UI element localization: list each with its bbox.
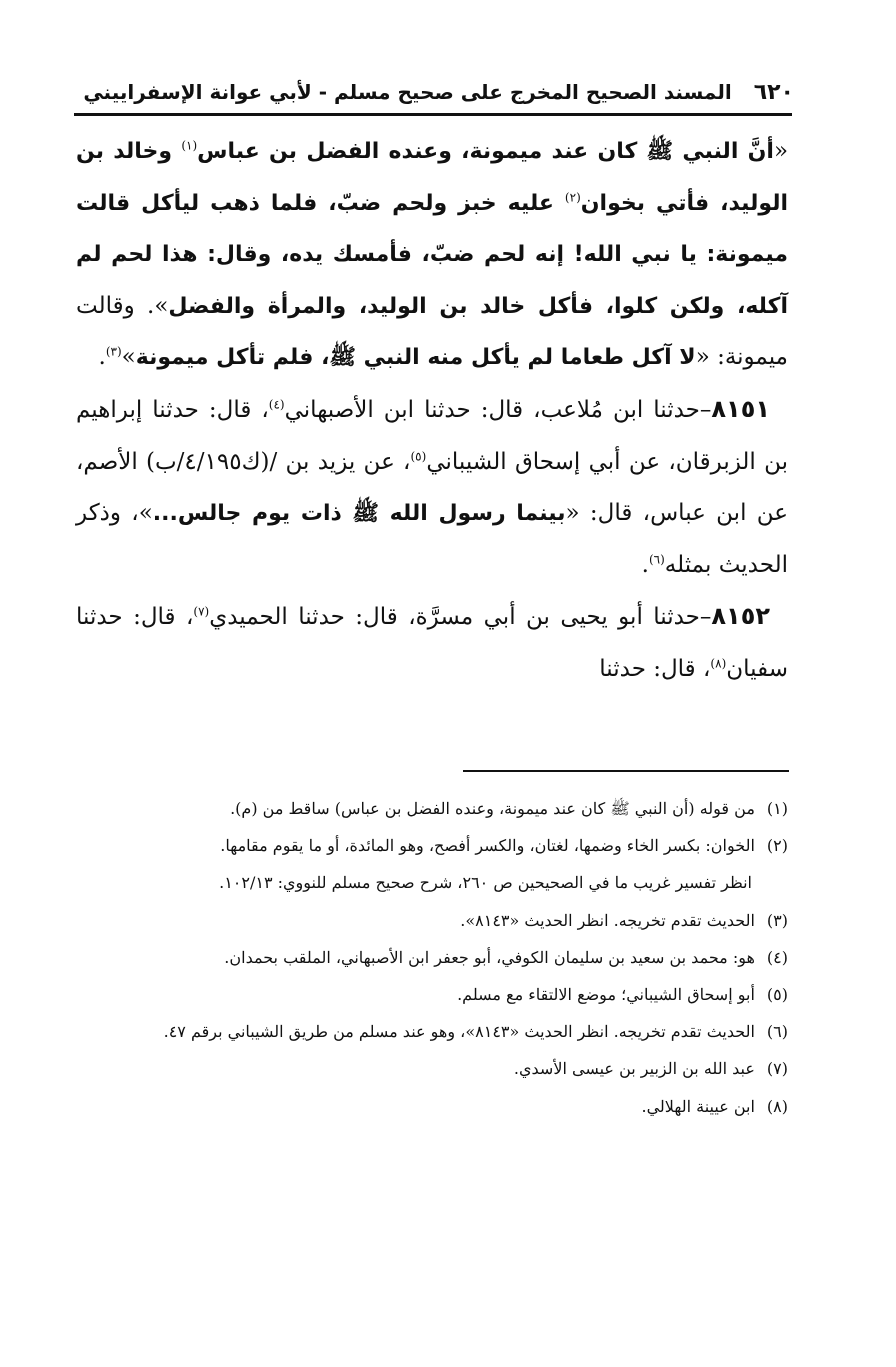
footnote-text: أبو إسحاق الشيباني؛ موضع الالتقاء مع مسلم.	[457, 985, 755, 1005]
footnote-7	[76, 1050, 788, 1087]
footnote-text: الخوان: بكسر الخاء وضمها، لغتان، والكسر أفصح، وهو المائدة، أو ما يقوم مقامها.	[220, 836, 755, 856]
hadith-8151-text-2: ، قال: حدثنا إبراهيم بن الزبرقان، عن أبي إسحاق الشيباني	[76, 396, 788, 475]
footnote-text: الحديث تقدم تخريجه. انظر الحديث «٨١٤٣»، وهو عند مسلم من طريق الشيباني برقم ٤٧.	[163, 1022, 755, 1042]
footnote-text: الحديث تقدم تخريجه. انظر الحديث «٨١٤٣».	[460, 910, 755, 930]
hadith-8151-quote: بينما رسول الله ﷺ ذات يوم جالس...	[152, 501, 566, 527]
footnote-ref-3[interactable]: (٣)	[105, 344, 122, 359]
quote-part-1: أنَّ النبي ﷺ كان عند ميمونة، وعنده الفضل بن عباس	[197, 139, 774, 164]
footnote-ref-4[interactable]: (٤)	[268, 397, 285, 412]
footnote-2	[76, 827, 788, 864]
hadith-number-8152: ٨١٥٢	[711, 602, 770, 631]
footnote-3	[76, 902, 788, 939]
footnote-divider	[463, 770, 789, 772]
hadith-8152-text-2: ، قال: حدثنا سفيان	[76, 604, 788, 682]
hadith-8152	[76, 591, 788, 695]
main-text	[76, 126, 788, 696]
hadith-8152-text-1: –حدثنا أبو يحيى بن أبي مسرَّة، قال: حدثنا الحميدي	[209, 604, 712, 631]
quote-part-4: لا آكل طعاما لم يأكل منه النبي ﷺ، فلم تأكل ميمونة	[135, 345, 696, 371]
footnote-ref-6[interactable]: (٦)	[648, 552, 665, 567]
footnote-marker: (٤)	[766, 947, 788, 967]
footnote-text: من قوله (أن النبي ﷺ كان عند ميمونة، وعنده الفضل بن عباس) ساقط من (م).	[230, 799, 755, 818]
hadith-8151-end: .	[641, 551, 649, 578]
plain-text: وقالت ميمونة: «	[76, 292, 788, 371]
quote-close: ».	[134, 292, 169, 319]
hadith-8152-text-3: ، قال: حدثنا	[599, 655, 711, 682]
footnote-ref-2[interactable]: (٢)	[564, 189, 581, 204]
footnote-2-continuation	[76, 864, 788, 901]
footnote-ref-7[interactable]: (٧)	[193, 604, 210, 619]
footnote-marker: (٨)	[766, 1096, 788, 1116]
hadith-8151-text-3: ، عن يزيد بن /(ك٤/١٩٥/ب) الأصم، عن ابن عباس، قال: «	[76, 448, 789, 527]
page-number: ٦٢٠	[753, 79, 794, 105]
header-divider	[74, 113, 792, 116]
hadith-8151	[76, 384, 788, 591]
footnotes	[76, 790, 788, 1125]
footnote-marker: (٦)	[766, 1022, 788, 1042]
footnote-marker: (٧)	[766, 1059, 788, 1079]
footnote-marker: (٣)	[766, 910, 788, 930]
hadith-8151-text-4: »، وذكر الحديث بمثله	[76, 500, 788, 578]
footnote-marker: (٥)	[766, 985, 788, 1005]
intro-end: .	[98, 344, 106, 371]
footnote-text: عبد الله بن الزبير بن عيسى الأسدي.	[513, 1059, 755, 1079]
footnote-marker: (١)	[766, 799, 788, 818]
footnote-4	[76, 939, 788, 976]
quote-part-3: عليه خبز ولحم ضبّ، فلما ذهب ليأكل قالت ميمونة: يا نبي الله! إنه لحم ضبّ، فأمسك يده، وقال: هذا لحم لم آكله، ولكن كلوا، فأكل خالد بن الوليد، والمرأة والفضل	[76, 190, 788, 319]
running-header	[70, 72, 794, 112]
footnote-8	[76, 1088, 788, 1125]
footnote-ref-5[interactable]: (٥)	[410, 448, 427, 463]
book-title: المسند الصحيح المخرج على صحيح مسلم - لأبي عوانة الإسفراييني	[83, 80, 732, 104]
hadith-number-8151: ٨١٥١	[711, 394, 770, 423]
intro-paragraph	[76, 126, 788, 384]
quote-tail: »	[121, 344, 136, 371]
footnote-5	[76, 976, 788, 1013]
footnote-1	[76, 790, 788, 827]
hadith-8151-text-1: –حدثنا ابن مُلاعب، قال: حدثنا ابن الأصبهاني	[284, 396, 712, 423]
footnote-ref-8[interactable]: (٨)	[710, 656, 727, 671]
footnote-marker: (٢)	[766, 836, 788, 856]
footnote-text: ابن عيينة الهلالي.	[641, 1096, 755, 1116]
quote-part-2: وخالد بن الوليد، فأتي بخوان	[76, 139, 788, 216]
footnote-ref-1[interactable]: (١)	[181, 138, 198, 153]
quote-open: «	[773, 138, 789, 164]
footnote-6	[76, 1013, 788, 1050]
footnote-text: هو: محمد بن سعيد بن سليمان الكوفي، أبو جعفر ابن الأصبهاني، الملقب بحمدان.	[224, 947, 755, 967]
footnote-text: انظر تفسير غريب ما في الصحيحين ص ٢٦٠، شرح صحيح مسلم للنووي: ١٠٢/١٣.	[219, 873, 752, 893]
